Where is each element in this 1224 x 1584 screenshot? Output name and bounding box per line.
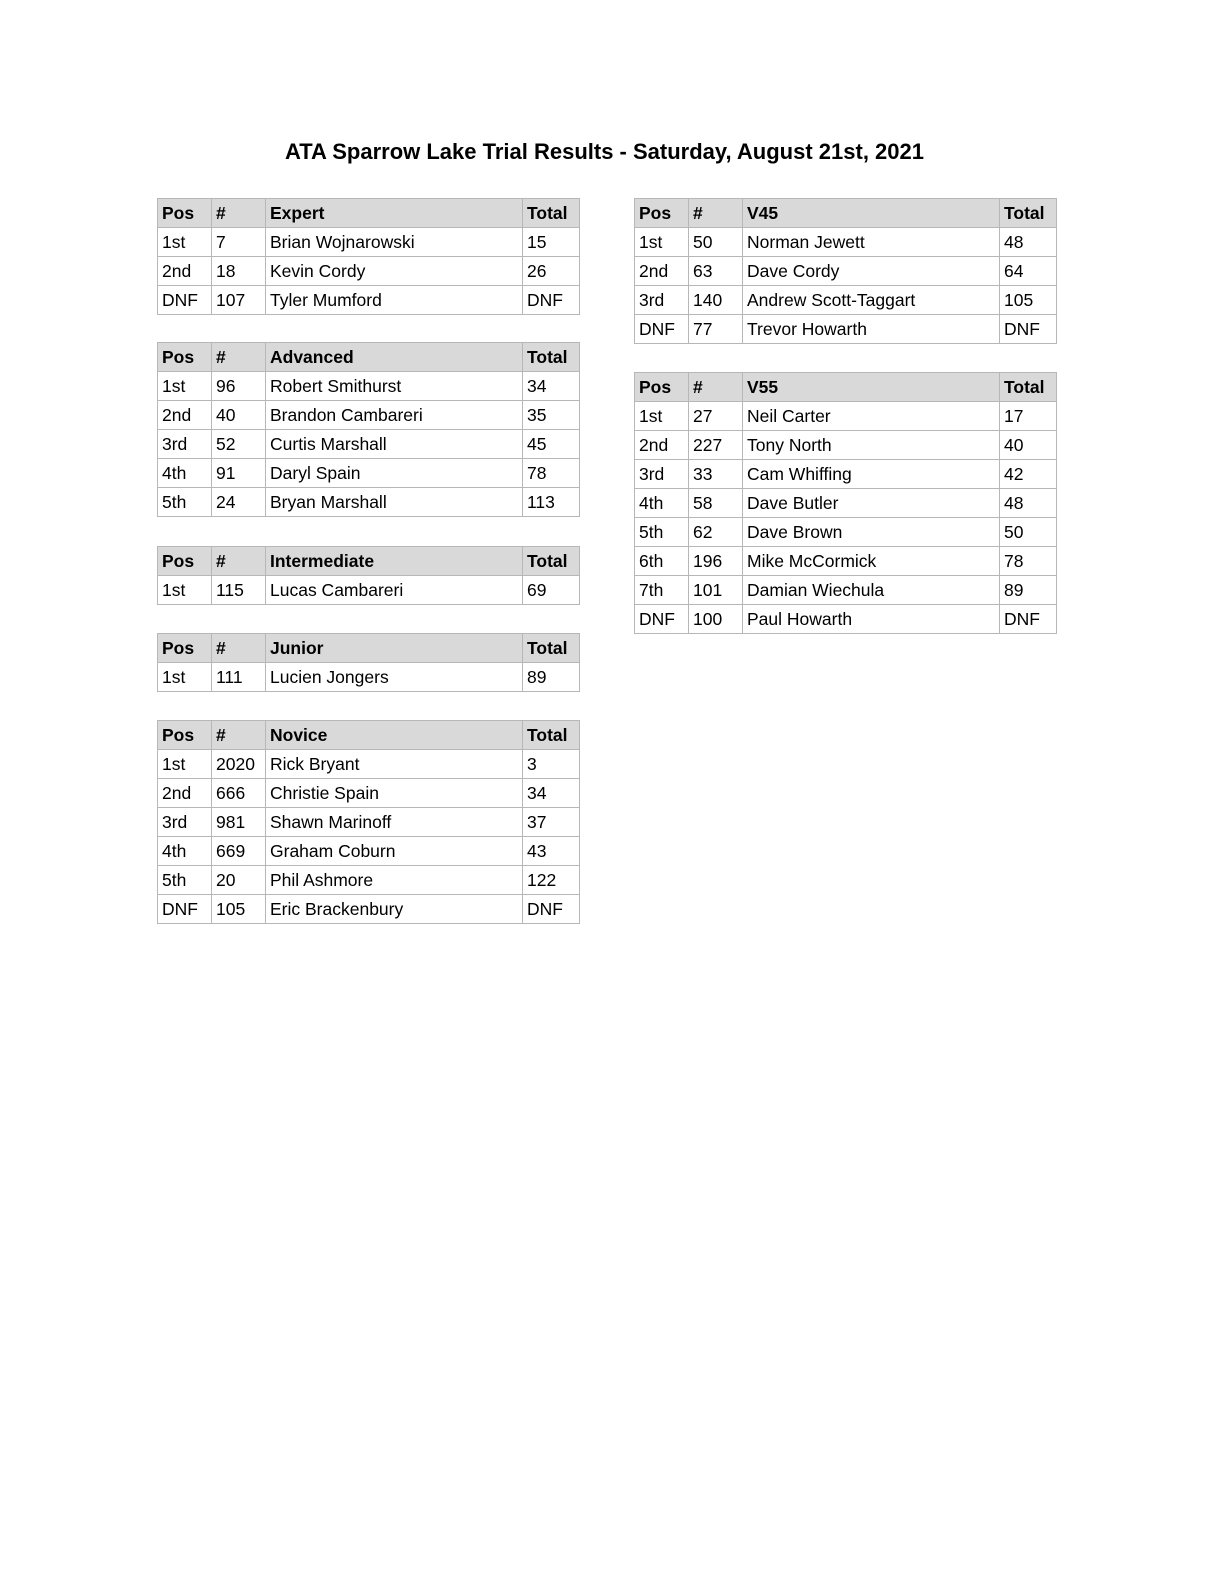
cell-name: Curtis Marshall <box>266 430 523 459</box>
cell-number: 2020 <box>212 750 266 779</box>
cell-name: Tyler Mumford <box>266 286 523 315</box>
header-category: Advanced <box>266 343 523 372</box>
header-number: # <box>212 199 266 228</box>
table-header-row <box>158 721 580 750</box>
table-row <box>158 459 580 488</box>
cell-number: 52 <box>212 430 266 459</box>
cell-number: 227 <box>689 431 743 460</box>
table-header-row <box>635 199 1057 228</box>
cell-name: Shawn Marinoff <box>266 808 523 837</box>
cell-number: 666 <box>212 779 266 808</box>
header-number: # <box>212 721 266 750</box>
cell-number: 981 <box>212 808 266 837</box>
table-row <box>158 663 580 692</box>
table-header-row <box>158 199 580 228</box>
cell-number: 669 <box>212 837 266 866</box>
cell-pos: DNF <box>158 895 212 924</box>
cell-pos: 1st <box>158 663 212 692</box>
cell-total: 122 <box>523 866 580 895</box>
results-table-expert <box>157 198 580 315</box>
header-category: V55 <box>743 373 1000 402</box>
header-pos: Pos <box>635 373 689 402</box>
table-row <box>158 808 580 837</box>
cell-number: 50 <box>689 228 743 257</box>
cell-number: 101 <box>689 576 743 605</box>
header-total: Total <box>1000 373 1057 402</box>
cell-name: Dave Brown <box>743 518 1000 547</box>
cell-number: 27 <box>689 402 743 431</box>
cell-total: 35 <box>523 401 580 430</box>
table-row <box>158 257 580 286</box>
table-row <box>158 228 580 257</box>
cell-pos: 4th <box>158 837 212 866</box>
cell-number: 115 <box>212 576 266 605</box>
cell-name: Robert Smithurst <box>266 372 523 401</box>
header-pos: Pos <box>158 547 212 576</box>
cell-pos: 2nd <box>635 431 689 460</box>
header-category: Expert <box>266 199 523 228</box>
cell-number: 7 <box>212 228 266 257</box>
cell-number: 18 <box>212 257 266 286</box>
cell-number: 100 <box>689 605 743 634</box>
cell-number: 20 <box>212 866 266 895</box>
table-row <box>635 518 1057 547</box>
header-number: # <box>212 343 266 372</box>
cell-name: Lucien Jongers <box>266 663 523 692</box>
cell-total: 48 <box>1000 228 1057 257</box>
cell-pos: 1st <box>158 228 212 257</box>
cell-total: 3 <box>523 750 580 779</box>
table-row <box>635 460 1057 489</box>
cell-pos: 5th <box>158 488 212 517</box>
cell-total: 64 <box>1000 257 1057 286</box>
cell-name: Daryl Spain <box>266 459 523 488</box>
cell-pos: 3rd <box>158 430 212 459</box>
table-header-row <box>635 373 1057 402</box>
results-table-v45 <box>634 198 1057 344</box>
cell-total: 34 <box>523 372 580 401</box>
cell-number: 33 <box>689 460 743 489</box>
header-total: Total <box>523 199 580 228</box>
results-table-v55 <box>634 372 1057 634</box>
table-row <box>635 257 1057 286</box>
table-row <box>158 750 580 779</box>
cell-name: Damian Wiechula <box>743 576 1000 605</box>
cell-number: 63 <box>689 257 743 286</box>
table-row <box>158 576 580 605</box>
cell-pos: 4th <box>635 489 689 518</box>
cell-pos: DNF <box>635 315 689 344</box>
header-total: Total <box>523 721 580 750</box>
cell-total: 42 <box>1000 460 1057 489</box>
results-table-junior <box>157 633 580 692</box>
cell-name: Tony North <box>743 431 1000 460</box>
cell-number: 58 <box>689 489 743 518</box>
table-row <box>635 431 1057 460</box>
cell-total: DNF <box>1000 315 1057 344</box>
cell-pos: 2nd <box>158 779 212 808</box>
cell-name: Cam Whiffing <box>743 460 1000 489</box>
cell-name: Phil Ashmore <box>266 866 523 895</box>
table-row <box>635 576 1057 605</box>
header-total: Total <box>523 634 580 663</box>
cell-total: 43 <box>523 837 580 866</box>
cell-pos: 1st <box>635 402 689 431</box>
table-row <box>635 489 1057 518</box>
cell-name: Trevor Howarth <box>743 315 1000 344</box>
cell-pos: 1st <box>158 576 212 605</box>
table-row <box>158 866 580 895</box>
cell-name: Graham Coburn <box>266 837 523 866</box>
cell-number: 24 <box>212 488 266 517</box>
header-number: # <box>212 547 266 576</box>
cell-number: 196 <box>689 547 743 576</box>
cell-number: 107 <box>212 286 266 315</box>
cell-total: 15 <box>523 228 580 257</box>
cell-number: 140 <box>689 286 743 315</box>
cell-pos: 2nd <box>158 257 212 286</box>
cell-pos: 3rd <box>158 808 212 837</box>
header-category: Novice <box>266 721 523 750</box>
results-table-novice <box>157 720 580 924</box>
cell-pos: 3rd <box>635 460 689 489</box>
cell-name: Brian Wojnarowski <box>266 228 523 257</box>
table-row <box>635 605 1057 634</box>
cell-pos: 6th <box>635 547 689 576</box>
table-row <box>158 401 580 430</box>
cell-total: 37 <box>523 808 580 837</box>
cell-total: DNF <box>523 895 580 924</box>
table-header-row <box>158 343 580 372</box>
cell-name: Norman Jewett <box>743 228 1000 257</box>
cell-total: DNF <box>523 286 580 315</box>
cell-name: Mike McCormick <box>743 547 1000 576</box>
header-pos: Pos <box>158 634 212 663</box>
cell-name: Brandon Cambareri <box>266 401 523 430</box>
table-row <box>635 402 1057 431</box>
cell-total: 69 <box>523 576 580 605</box>
header-category: Intermediate <box>266 547 523 576</box>
table-row <box>158 372 580 401</box>
cell-name: Rick Bryant <box>266 750 523 779</box>
cell-total: 78 <box>1000 547 1057 576</box>
cell-pos: DNF <box>635 605 689 634</box>
cell-name: Andrew Scott-Taggart <box>743 286 1000 315</box>
table-row <box>158 837 580 866</box>
cell-pos: 2nd <box>635 257 689 286</box>
cell-total: 89 <box>1000 576 1057 605</box>
cell-total: 78 <box>523 459 580 488</box>
cell-pos: 1st <box>635 228 689 257</box>
cell-number: 40 <box>212 401 266 430</box>
cell-total: 105 <box>1000 286 1057 315</box>
cell-total: 40 <box>1000 431 1057 460</box>
header-number: # <box>212 634 266 663</box>
cell-total: 34 <box>523 779 580 808</box>
cell-number: 77 <box>689 315 743 344</box>
cell-pos: 1st <box>158 750 212 779</box>
cell-total: 45 <box>523 430 580 459</box>
cell-number: 111 <box>212 663 266 692</box>
cell-number: 62 <box>689 518 743 547</box>
header-pos: Pos <box>635 199 689 228</box>
cell-total: DNF <box>1000 605 1057 634</box>
cell-pos: DNF <box>158 286 212 315</box>
table-row <box>158 779 580 808</box>
table-row <box>635 315 1057 344</box>
table-row <box>158 488 580 517</box>
cell-total: 17 <box>1000 402 1057 431</box>
cell-pos: 4th <box>158 459 212 488</box>
cell-number: 96 <box>212 372 266 401</box>
header-pos: Pos <box>158 199 212 228</box>
cell-total: 48 <box>1000 489 1057 518</box>
cell-total: 89 <box>523 663 580 692</box>
page-title: ATA Sparrow Lake Trial Results - Saturday, August 21st, 2021 <box>284 139 924 164</box>
cell-pos: 1st <box>158 372 212 401</box>
table-row <box>635 547 1057 576</box>
cell-pos: 7th <box>635 576 689 605</box>
table-header-row <box>158 547 580 576</box>
cell-pos: 5th <box>635 518 689 547</box>
table-row <box>158 895 580 924</box>
results-table-advanced <box>157 342 580 517</box>
header-total: Total <box>1000 199 1057 228</box>
cell-name: Paul Howarth <box>743 605 1000 634</box>
table-row <box>635 228 1057 257</box>
header-number: # <box>689 373 743 402</box>
header-pos: Pos <box>158 721 212 750</box>
header-pos: Pos <box>158 343 212 372</box>
cell-pos: 2nd <box>158 401 212 430</box>
table-row <box>635 286 1057 315</box>
table-row <box>158 286 580 315</box>
cell-pos: 3rd <box>635 286 689 315</box>
cell-name: Christie Spain <box>266 779 523 808</box>
cell-number: 105 <box>212 895 266 924</box>
cell-name: Bryan Marshall <box>266 488 523 517</box>
header-total: Total <box>523 547 580 576</box>
cell-total: 26 <box>523 257 580 286</box>
cell-name: Neil Carter <box>743 402 1000 431</box>
header-total: Total <box>523 343 580 372</box>
results-table-intermediate <box>157 546 580 605</box>
cell-name: Lucas Cambareri <box>266 576 523 605</box>
cell-name: Dave Butler <box>743 489 1000 518</box>
header-category: Junior <box>266 634 523 663</box>
cell-total: 50 <box>1000 518 1057 547</box>
header-category: V45 <box>743 199 1000 228</box>
header-number: # <box>689 199 743 228</box>
cell-name: Eric Brackenbury <box>266 895 523 924</box>
cell-number: 91 <box>212 459 266 488</box>
cell-pos: 5th <box>158 866 212 895</box>
cell-total: 113 <box>523 488 580 517</box>
cell-name: Dave Cordy <box>743 257 1000 286</box>
cell-name: Kevin Cordy <box>266 257 523 286</box>
table-row <box>158 430 580 459</box>
table-header-row <box>158 634 580 663</box>
